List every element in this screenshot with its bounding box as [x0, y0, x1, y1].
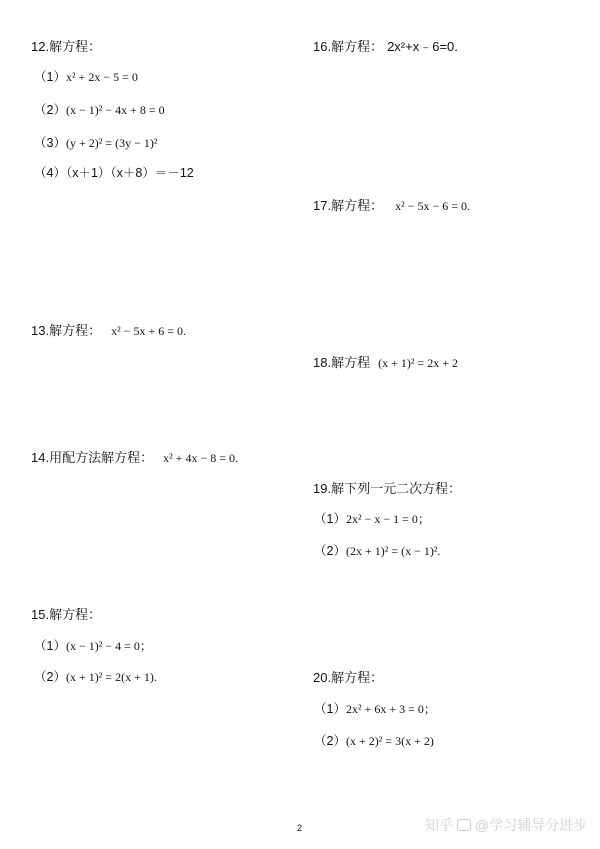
- problem-19-sub2: [314, 545, 440, 558]
- problem-12-sub3: [34, 137, 157, 150]
- equation: x² − 5x − 6 = 0.: [395, 199, 470, 213]
- problem-12-sub1: [34, 71, 138, 84]
- equation: 2x²+x﹣6=0.: [387, 39, 458, 54]
- equation: x² + 4x − 8 = 0.: [163, 451, 238, 465]
- sub-label: （2）: [34, 103, 66, 117]
- problem-16: [313, 40, 458, 53]
- equation: x² − 5x + 6 = 0.: [111, 324, 186, 338]
- zhihu-icon: [457, 819, 471, 831]
- problem-15-sub2: [34, 671, 157, 684]
- watermark-handle: @学习辅导分进步: [475, 817, 588, 833]
- sub-label: （1）: [34, 639, 66, 653]
- sub-label: （1）: [314, 702, 346, 716]
- problem-14-title: 14.用配方法解方程：: [31, 450, 154, 465]
- problem-19-title: 19.解下列一元二次方程：: [313, 481, 462, 496]
- problem-12-sub2: [34, 104, 165, 117]
- sub-label: （1）: [314, 512, 346, 526]
- equation: (x + 1)² = 2x + 2: [378, 356, 458, 370]
- sub-label: （2）: [34, 670, 66, 684]
- problem-15-title: 15.解方程：: [31, 607, 102, 622]
- problem-16-title: 16.解方程：: [313, 39, 384, 54]
- sub-label: （2）: [314, 734, 346, 748]
- watermark-brand: 知乎: [425, 817, 453, 833]
- problem-20-sub2: [314, 735, 434, 748]
- problem-20-title: 20.解方程：: [313, 670, 384, 685]
- problem-17-title: 17.解方程：: [313, 198, 384, 213]
- equation: (2x + 1)² = (x − 1)².: [345, 544, 441, 558]
- problem-19-sub1: [314, 513, 430, 526]
- equation: （x＋1）（x＋8）＝－12: [65, 166, 194, 180]
- equation: (x + 2)² = 3(x + 2): [345, 734, 434, 748]
- sub-label: （4）: [34, 166, 66, 180]
- equation: (y + 2)² = (3y − 1)²: [65, 136, 158, 150]
- equation: 2x² + 6x + 3 = 0；: [345, 702, 436, 716]
- problem-20-sub1: [314, 703, 436, 716]
- problem-18-title: 18.解方程: [313, 355, 371, 370]
- problem-13: [31, 324, 186, 337]
- equation: (x − 1)² − 4 = 0；: [65, 639, 152, 653]
- problem-15-sub1: [34, 640, 152, 653]
- sub-label: （3）: [34, 136, 66, 150]
- page-number: 2: [297, 823, 303, 833]
- sub-label: （2）: [314, 544, 346, 558]
- sub-label: （1）: [34, 70, 66, 84]
- equation: (x − 1)² − 4x + 8 = 0: [65, 103, 165, 117]
- problem-12-sub4: [34, 167, 194, 180]
- equation: x² + 2x − 5 = 0: [65, 70, 138, 84]
- equation: 2x² − x − 1 = 0；: [345, 512, 430, 526]
- watermark: [425, 815, 587, 835]
- problem-18: [313, 356, 458, 369]
- equation: (x + 1)² = 2(x + 1).: [65, 670, 157, 684]
- problem-13-title: 13.解方程：: [31, 323, 102, 338]
- problem-17: [313, 199, 470, 212]
- problem-14: [31, 451, 238, 464]
- problem-12-title: 12.解方程：: [31, 39, 102, 54]
